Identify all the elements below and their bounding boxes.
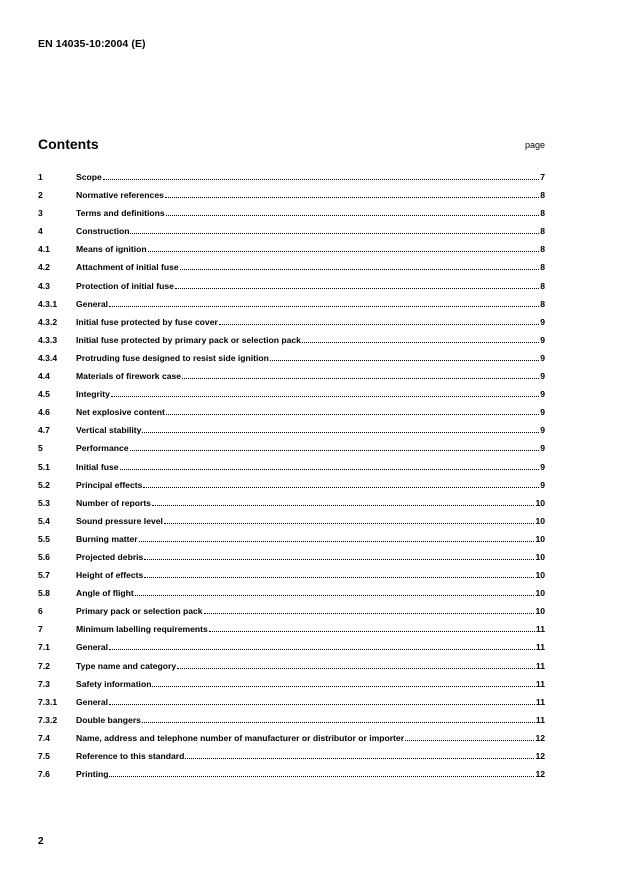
toc-entry[interactable] <box>38 534 545 552</box>
toc-entry[interactable] <box>38 371 545 389</box>
toc-entry[interactable] <box>38 751 545 769</box>
toc-dot-leader <box>103 178 539 180</box>
toc-entry-number: 4.4 <box>38 371 50 382</box>
toc-entry-title: General <box>76 642 109 653</box>
toc-entry-number: 6 <box>38 606 43 617</box>
toc-entry-title: Terms and definitions <box>76 208 165 219</box>
toc-entry-title: Height of effects <box>76 570 144 581</box>
toc-entry-title: Means of ignition <box>76 244 147 255</box>
toc-entry[interactable] <box>38 317 545 335</box>
toc-entry-title: Number of reports <box>76 497 151 508</box>
toc-entry[interactable] <box>38 443 545 461</box>
toc-entry[interactable] <box>38 190 545 208</box>
toc-entry[interactable] <box>38 570 545 588</box>
toc-dot-leader <box>185 757 534 759</box>
toc-dot-leader <box>405 739 534 741</box>
toc-entry-page: 10 <box>535 515 545 526</box>
toc-entry-page: 12 <box>535 769 545 780</box>
toc-entry-page: 9 <box>540 334 545 345</box>
toc-dot-leader <box>152 504 534 506</box>
toc-entry-page: 10 <box>535 551 545 562</box>
toc-entry-page: 8 <box>540 190 545 201</box>
toc-entry-page: 9 <box>540 352 545 363</box>
toc-entry[interactable] <box>38 226 545 244</box>
toc-entry-number: 7 <box>38 624 43 635</box>
toc-entry[interactable] <box>38 389 545 407</box>
toc-entry[interactable] <box>38 606 545 624</box>
toc-entry-page: 11 <box>535 624 545 635</box>
toc-entry[interactable] <box>38 516 545 534</box>
toc-dot-leader <box>139 540 535 542</box>
toc-entry[interactable] <box>38 425 545 443</box>
toc-entry-title: Materials of firework case <box>76 371 182 382</box>
toc-entry-title: Principal effects <box>76 479 143 490</box>
toc-entry-page: 9 <box>540 389 545 400</box>
toc-entry-title: Reference to this standard <box>76 751 185 761</box>
toc-entry-title: Vertical stability <box>76 425 142 436</box>
toc-dot-leader <box>180 268 540 270</box>
toc-entry-number: 7.2 <box>38 660 50 671</box>
toc-entry-page: 9 <box>540 425 545 436</box>
toc-dot-leader <box>120 468 540 470</box>
toc-dot-leader <box>302 341 539 343</box>
toc-entry-title: Performance <box>76 443 129 454</box>
toc-entry-title: General <box>76 298 109 309</box>
toc-entry-title: Safety information <box>76 678 152 689</box>
toc-entry-title: Projected debris <box>76 551 144 562</box>
toc-entry-page: 11 <box>535 714 545 725</box>
toc-entry-number: 3 <box>38 208 43 219</box>
toc-entry-number: 7.1 <box>38 642 50 653</box>
toc-entry[interactable] <box>38 281 545 299</box>
toc-entry-page: 8 <box>540 280 545 291</box>
toc-entry-title: Angle of flight <box>76 588 134 599</box>
toc-entry-page: 12 <box>535 751 545 761</box>
toc-entry-page: 8 <box>540 208 545 219</box>
toc-entry-title: Integrity <box>76 389 110 400</box>
toc-entry[interactable] <box>38 661 545 679</box>
toc-entry-title: Scope <box>76 172 102 182</box>
table-of-contents <box>38 172 545 787</box>
toc-entry[interactable] <box>38 588 545 606</box>
toc-entry[interactable] <box>38 697 545 715</box>
toc-entry-page: 10 <box>535 533 545 544</box>
toc-dot-leader <box>166 413 539 415</box>
toc-dot-leader <box>144 576 534 578</box>
toc-entry[interactable] <box>38 407 545 425</box>
toc-dot-leader <box>135 594 535 596</box>
toc-entry-page: 7 <box>540 172 545 182</box>
toc-entry-number: 5.6 <box>38 551 50 562</box>
toc-entry-title: Initial fuse protected by primary pack or selection pack <box>76 334 301 345</box>
toc-dot-leader <box>219 323 539 325</box>
toc-dot-leader <box>130 449 540 451</box>
toc-entry[interactable] <box>38 498 545 516</box>
toc-entry-page: 12 <box>535 732 545 743</box>
toc-entry-page: 8 <box>540 298 545 309</box>
toc-dot-leader <box>182 377 539 379</box>
toc-entry-number: 5.8 <box>38 588 50 599</box>
toc-dot-leader <box>166 214 540 216</box>
toc-entry-number: 4.3 <box>38 280 50 291</box>
toc-entry-page: 9 <box>540 371 545 382</box>
toc-entry-number: 5.7 <box>38 570 50 581</box>
toc-entry-title: Name, address and telephone number of manufacturer or distributor or importer <box>76 732 405 743</box>
toc-entry-number: 4.5 <box>38 389 50 400</box>
toc-entry[interactable] <box>38 299 545 317</box>
toc-dot-leader <box>109 703 535 705</box>
toc-entry-page: 8 <box>540 262 545 273</box>
toc-dot-leader <box>175 287 539 289</box>
toc-dot-leader <box>164 522 535 524</box>
toc-entry-number: 4.3.1 <box>38 298 58 309</box>
toc-dot-leader <box>143 486 539 488</box>
toc-entry-number: 2 <box>38 190 43 201</box>
toc-entry-title: Sound pressure level <box>76 515 163 526</box>
toc-entry-number: 4 <box>38 226 43 237</box>
toc-dot-leader <box>152 685 534 687</box>
toc-entry[interactable] <box>38 679 545 697</box>
toc-entry-title: Attachment of initial fuse <box>76 262 179 273</box>
toc-entry-number: 7.3 <box>38 678 50 689</box>
toc-dot-leader <box>111 395 539 397</box>
toc-entry[interactable] <box>38 642 545 660</box>
toc-entry-number: 5.2 <box>38 479 50 490</box>
toc-entry-page: 9 <box>540 461 545 472</box>
toc-entry[interactable] <box>38 769 545 787</box>
toc-dot-leader <box>204 612 535 614</box>
toc-entry[interactable] <box>38 624 545 642</box>
toc-entry-number: 5 <box>38 443 43 454</box>
toc-entry[interactable] <box>38 552 545 570</box>
toc-entry-number: 7.6 <box>38 769 50 780</box>
toc-entry-number: 5.5 <box>38 533 50 544</box>
toc-entry-number: 7.5 <box>38 751 50 761</box>
toc-entry-number: 4.3.2 <box>38 316 58 327</box>
toc-entry-page: 11 <box>535 642 545 653</box>
toc-entry-page: 11 <box>535 678 545 689</box>
toc-entry-number: 1 <box>38 172 43 182</box>
toc-entry-title: Initial fuse <box>76 461 119 472</box>
toc-dot-leader <box>177 667 535 669</box>
toc-entry-number: 7.4 <box>38 732 50 743</box>
toc-entry-title: Primary pack or selection pack <box>76 606 203 617</box>
toc-entry-number: 5.4 <box>38 515 50 526</box>
toc-dot-leader <box>209 630 535 632</box>
toc-entry-title: Printing <box>76 769 109 780</box>
toc-entry-page: 11 <box>535 660 545 671</box>
page-number: 2 <box>38 836 44 847</box>
toc-entry-page: 9 <box>540 479 545 490</box>
toc-entry-number: 4.1 <box>38 244 50 255</box>
toc-entry-page: 10 <box>535 588 545 599</box>
toc-entry-number: 4.3.4 <box>38 352 58 363</box>
toc-entry[interactable] <box>38 335 545 353</box>
toc-entry-title: General <box>76 696 109 707</box>
toc-entry-title: Construction <box>76 226 130 237</box>
toc-entry-number: 4.7 <box>38 425 50 436</box>
toc-entry[interactable] <box>38 733 545 751</box>
toc-entry-title: Protruding fuse designed to resist side ignition <box>76 352 269 363</box>
toc-entry[interactable] <box>38 353 545 371</box>
toc-entry-number: 7.3.2 <box>38 714 58 725</box>
toc-dot-leader <box>130 232 539 234</box>
toc-dot-leader <box>142 431 539 433</box>
toc-entry[interactable] <box>38 208 545 226</box>
toc-dot-leader <box>109 305 539 307</box>
toc-dot-leader <box>144 558 534 560</box>
toc-entry-page: 9 <box>540 443 545 454</box>
toc-dot-leader <box>165 196 539 198</box>
toc-dot-leader <box>148 250 540 252</box>
toc-entry[interactable] <box>38 244 545 262</box>
toc-entry-title: Burning matter <box>76 533 138 544</box>
toc-entry-title: Net explosive content <box>76 407 165 418</box>
toc-entry[interactable] <box>38 172 545 190</box>
toc-entry-number: 5.1 <box>38 461 50 472</box>
toc-entry-page: 8 <box>540 226 545 237</box>
page-column-label: page <box>524 140 545 150</box>
toc-entry-title: Initial fuse protected by fuse cover <box>76 316 218 327</box>
toc-dot-leader <box>142 721 535 723</box>
toc-entry-number: 4.2 <box>38 262 50 273</box>
toc-entry-page: 10 <box>535 606 545 617</box>
toc-entry[interactable] <box>38 462 545 480</box>
document-id: EN 14035-10:2004 (E) <box>38 38 146 50</box>
toc-entry-page: 9 <box>540 316 545 327</box>
toc-dot-leader <box>270 359 539 361</box>
toc-entry-page: 10 <box>535 570 545 581</box>
page-title: Contents <box>38 136 99 152</box>
toc-entry-page: 9 <box>540 407 545 418</box>
toc-dot-leader <box>109 648 535 650</box>
toc-dot-leader <box>109 775 534 777</box>
toc-entry-title: Minimum labelling requirements <box>76 624 208 635</box>
toc-entry-number: 5.3 <box>38 497 50 508</box>
toc-entry-page: 10 <box>535 497 545 508</box>
toc-entry-title: Normative references <box>76 190 164 201</box>
toc-entry[interactable] <box>38 262 545 280</box>
toc-entry-title: Type name and category <box>76 660 177 671</box>
toc-entry-page: 8 <box>540 244 545 255</box>
toc-entry-page: 11 <box>535 696 545 707</box>
toc-entry-title: Double bangers <box>76 714 141 725</box>
toc-entry-number: 4.3.3 <box>38 334 58 345</box>
toc-entry-number: 7.3.1 <box>38 696 58 707</box>
toc-entry-number: 4.6 <box>38 407 50 418</box>
toc-entry-title: Protection of initial fuse <box>76 280 174 291</box>
toc-entry[interactable] <box>38 715 545 733</box>
toc-entry[interactable] <box>38 480 545 498</box>
